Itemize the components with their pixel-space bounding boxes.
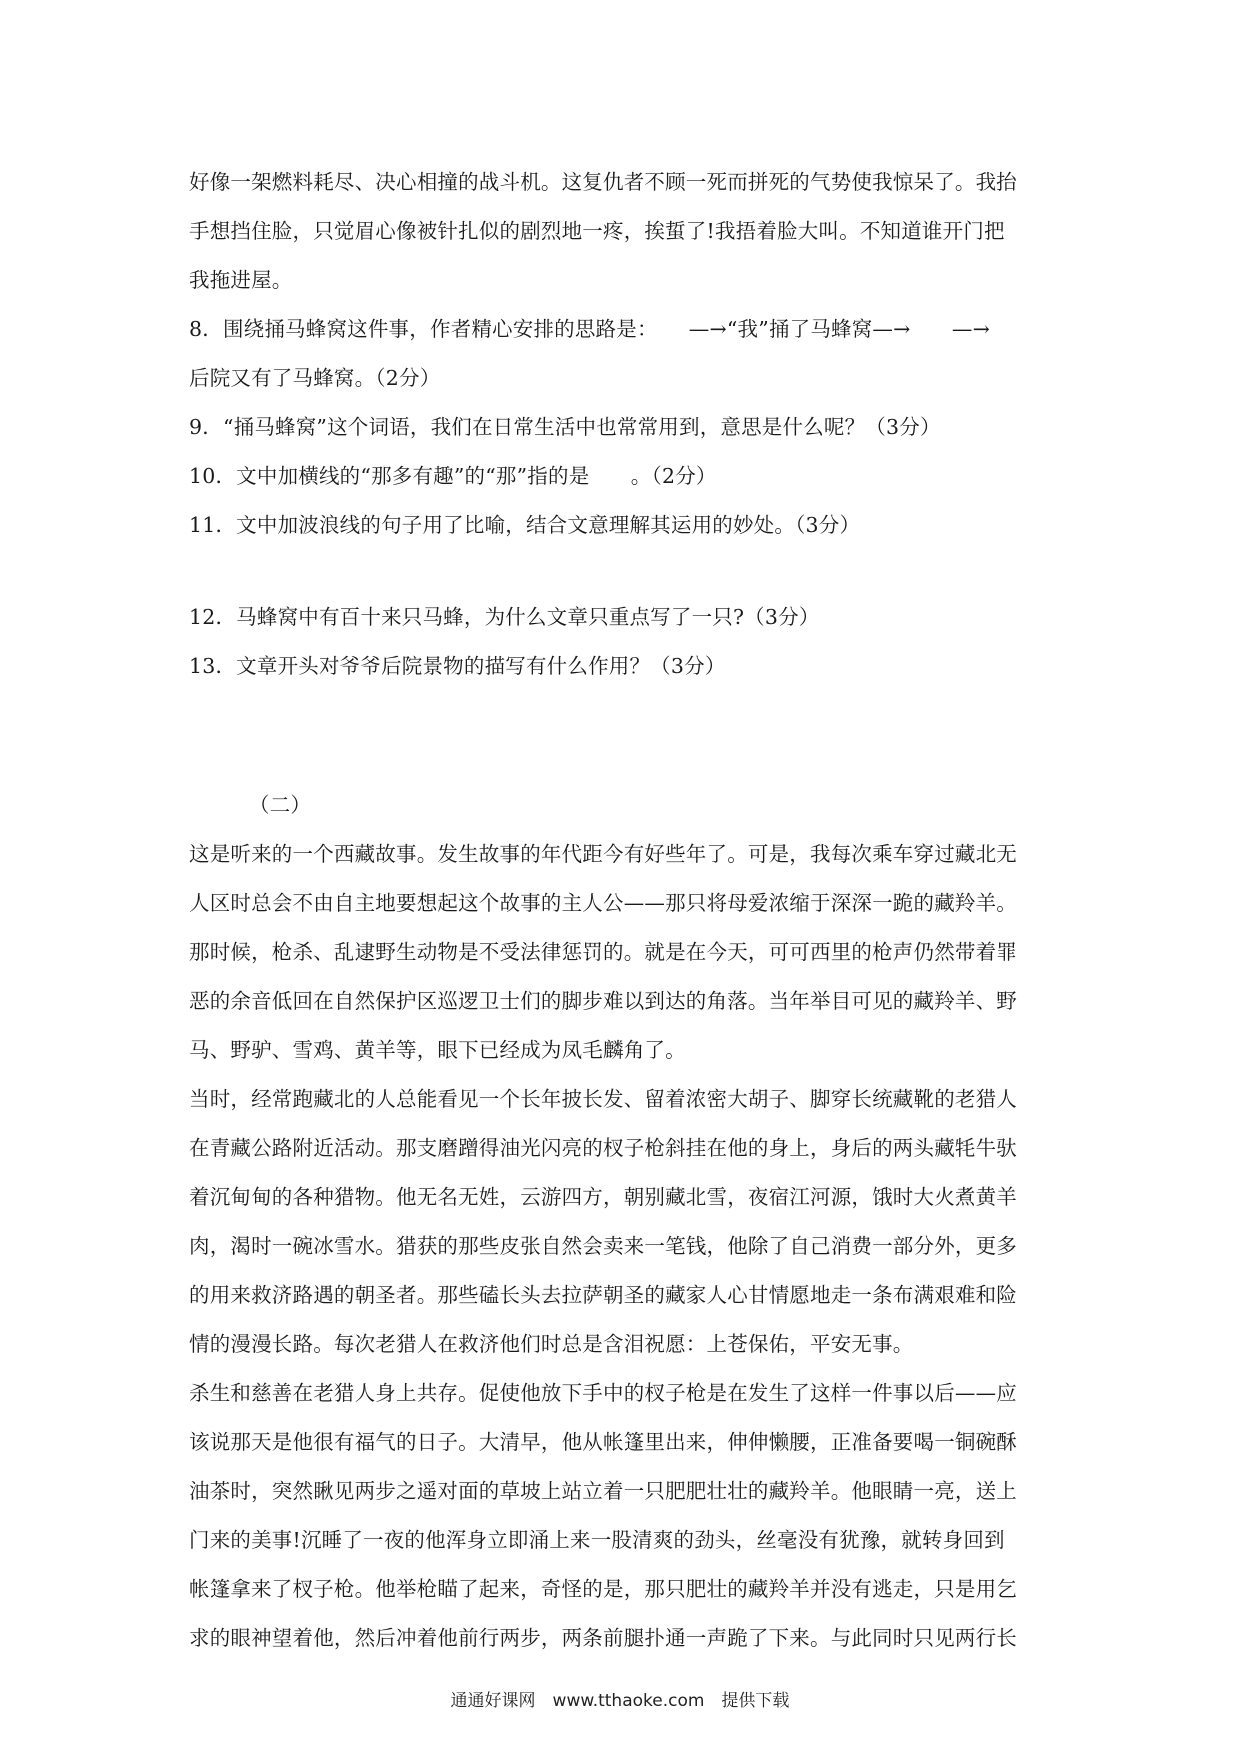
question-8: 8．围绕捅马蜂窝这件事，作者精心安排的思路是： —→“我”捅了马蜂窝—→ —→ [189, 317, 990, 341]
paragraph-line: 着沉甸甸的各种猎物。他无名无姓，云游四方，朝别藏北雪，夜宿江河源，饿时大火煮黄羊 [189, 1185, 1017, 1209]
paragraph-line: 情的漫漫长路。每次老猎人在救济他们时总是含泪祝愿：上苍保佑，平安无事。 [189, 1332, 914, 1356]
paragraph-line: 该说那天是他很有福气的日子。大清早，他从帐篷里出来，伸伸懒腰，正准备要喝一铜碗酥 [189, 1430, 1017, 1454]
paragraph-line: 马、野驴、雪鸡、黄羊等，眼下已经成为凤毛麟角了。 [189, 1038, 686, 1062]
passage-two [189, 830, 1069, 1663]
document-body [189, 158, 1069, 1663]
paragraph-line: 油茶时，突然瞅见两步之遥对面的草坡上站立着一只肥肥壮壮的藏羚羊。他眼睛一亮，送上 [189, 1479, 1017, 1503]
paragraph-line: 门来的美事!沉睡了一夜的他浑身立即涌上来一股清爽的劲头，丝毫没有犹豫，就转身回到 [189, 1528, 1005, 1552]
paragraph-line: 手想挡住脸，只觉眉心像被针扎似的剧烈地一疼，挨蜇了!我捂着脸大叫。不知道谁开门把 [189, 219, 1005, 243]
question-13: 13．文章开头对爷爷后院景物的描写有什么作用？（3分） [189, 654, 726, 678]
paragraph-line: 杀生和慈善在老猎人身上共存。促使他放下手中的杈子枪是在发生了这样一件事以后——应 [189, 1381, 1017, 1405]
paragraph-line: 帐篷拿来了杈子枪。他举枪瞄了起来，奇怪的是，那只肥壮的藏羚羊并没有逃走，只是用乞 [189, 1577, 1017, 1601]
paragraph-line: 人区时总会不由自主地要想起这个故事的主人公——那只将母爱浓缩于深深一跪的藏羚羊。 [189, 891, 1017, 915]
question-9: 9．“捅马蜂窝”这个词语，我们在日常生活中也常常用到，意思是什么呢？（3分） [189, 415, 941, 439]
paragraph-line: 的用来救济路遇的朝圣者。那些磕长头去拉萨朝圣的藏家人心甘情愿地走一条布满艰难和险 [189, 1283, 1017, 1307]
question-8-continued: 后院又有了马蜂窝。（2分） [189, 366, 441, 390]
passage-one-ending [189, 158, 1069, 305]
question-11: 11．文中加波浪线的句子用了比喻，结合文意理解其运用的妙处。（3分） [189, 513, 861, 537]
question-12: 12．马蜂窝中有百十来只马蜂，为什么文章只重点写了一只?（3分） [189, 605, 820, 629]
paragraph-line: 求的眼神望着他，然后冲着他前行两步，两条前腿扑通一声跪了下来。与此同时只见两行长 [189, 1626, 1017, 1650]
paragraph-line: 这是听来的一个西藏故事。发生故事的年代距今有好些年了。可是，我每次乘车穿过藏北无 [189, 842, 1017, 866]
paragraph-line: 肉，渴时一碗冰雪水。猎获的那些皮张自然会卖来一笔钱，他除了自己消费一部分外，更多 [189, 1234, 1017, 1258]
page-footer: 通通好课网 www.tthaoke.com 提供下载 [450, 1691, 790, 1711]
question-list [189, 305, 1069, 691]
paragraph-line: 我拖进屋。 [189, 268, 293, 292]
paragraph-line: 好像一架燃料耗尽、决心相撞的战斗机。这复仇者不顾一死而拼死的气势使我惊呆了。我抬 [189, 170, 1017, 194]
paragraph-line: 恶的余音低回在自然保护区巡逻卫士们的脚步难以到达的角落。当年举目可见的藏羚羊、野 [189, 989, 1017, 1013]
paragraph-line: 那时候，枪杀、乱逮野生动物是不受法律惩罚的。就是在今天，可可西里的枪声仍然带着罪 [189, 940, 1017, 964]
paragraph-line: 在青藏公路附近活动。那支磨蹭得油光闪亮的杈子枪斜挂在他的身上，身后的两头藏牦牛驮 [189, 1136, 1017, 1160]
section-heading: （二） [249, 793, 312, 817]
question-10: 10．文中加横线的“那多有趣”的“那”指的是 。（2分） [189, 464, 717, 488]
paragraph-line: 当时，经常跑藏北的人总能看见一个长年披长发、留着浓密大胡子、脚穿长统藏靴的老猎人 [189, 1087, 1017, 1111]
